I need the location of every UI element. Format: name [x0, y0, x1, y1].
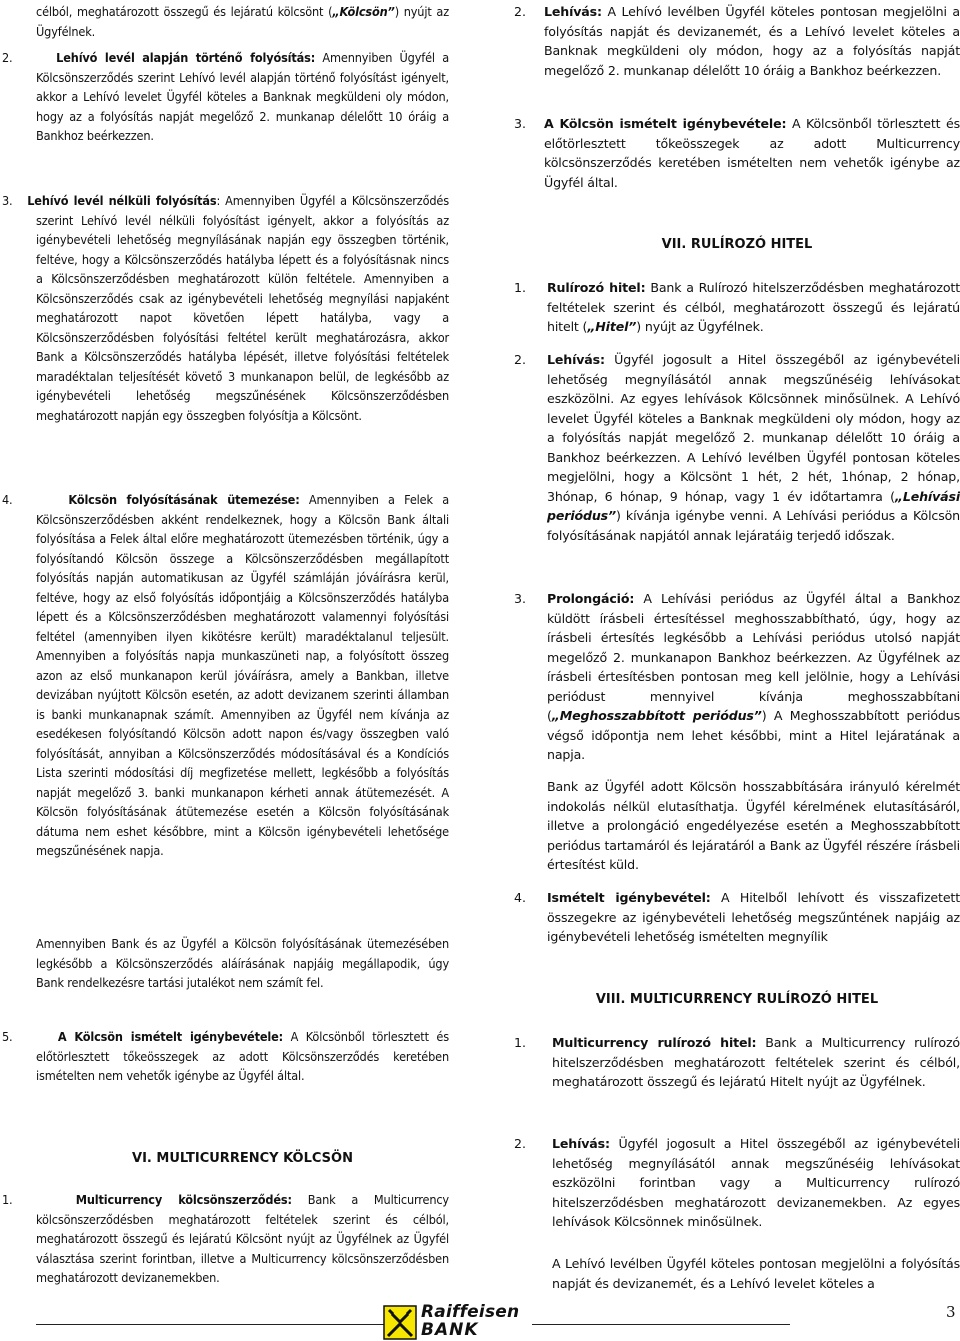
item-body: A Kölcsönből törlesztett és előtörlesztett tőkeösszegek az adott Kölcsönszerződés keretében ismételten nem vehetők igénybe az Ügyfél által. [36, 1029, 449, 1083]
item-number: 2. [514, 352, 527, 367]
item-body: Ügyfél jogosult a Hitel összegéből az igénybevételi lehetőség megnyílásától annak megszűnéséig lehívásokat eszközölni forintban vagy a Multicurrency rulírozó hitelszerződésben meghatározott devizanemekben. Az egyes lehívások Kölcsönnek minősülnek. [552, 1136, 960, 1229]
emphasis-term: „Kölcsön” [332, 4, 395, 19]
item-number: 1. [514, 1035, 527, 1050]
item-title: Lehívás: [547, 352, 605, 367]
item-title: Lehívás: [552, 1136, 610, 1151]
item-title: Lehívás: [544, 4, 602, 19]
item-title: Prolongáció: [547, 591, 635, 606]
paragraph-r2 [544, 2, 960, 80]
logo-wordmark-top: Raiffeisen [421, 1302, 520, 1322]
item-number: 5. [2, 1029, 13, 1044]
item-number: 3. [514, 116, 527, 131]
paragraph-intro [36, 2, 449, 41]
item-body: ) nyújt az Ügyfélnek. [636, 319, 764, 334]
item-number: 2. [514, 1136, 527, 1151]
paragraph-vi-1 [2, 1190, 449, 1288]
item-title: Lehívó levél nélküli folyósítás [27, 193, 217, 208]
paragraph-viii-2b: A Lehívó levélben Ügyfél köteles pontosan megjelölni a folyósítás napját és devizanemét, és a Lehívó levelet köteles a [552, 1256, 960, 1291]
item-number: 3. [2, 193, 13, 208]
paragraph-vii-1 [547, 278, 960, 337]
item-number: 2. [514, 4, 527, 19]
item-title: Kölcsön folyósításának ütemezése: [68, 492, 300, 507]
item-body: Ügyfél jogosult a Hitel összegéből az igénybevételi lehetőség megnyílásától annak megszűnéséig lehívásokat eszközölni. Az egyes lehívások Kölcsönnek minősülnek. A Lehívó levelet Ügyfél köteles a Banknak megküldeni oly módon, hogy az a folyósítás napját megelőző 2. munkanap délelőtt 10 óráig a Bankhoz beérkezzen. A Lehívó levélben Ügyfél pontosan köteles megjelölni, hogy a Kölcsönt 1 hét, 2 hét, 1hónap, 2 hónap, 3hónap, 6 hónap, 9 hónap, vagy 1 év időtartamra ( [547, 352, 960, 504]
page-number: 3 [946, 1303, 956, 1321]
item-title: Rulírozó hitel: [547, 280, 646, 295]
gable-cross-icon [383, 1302, 417, 1340]
item-title: Ismételt igénybevétel: [547, 890, 711, 905]
paragraph-vii-2 [547, 350, 960, 545]
item-body: A Kölcsönből törlesztett és előtörlesztett tőkeösszegek az adott Multicurrency kölcsönszerződés keretében ismételten nem vehetők igénybe az Ügyfél által. [544, 116, 960, 190]
footer-rule-left [36, 1324, 386, 1325]
item-body: Bank a Multicurrency rulírozó hitelszerződésben meghatározott feltételek szerint és célból, meghatározott összegű és lejáratú Hitelt nyújt az Ügyfélnek. [552, 1035, 960, 1089]
emphasis-term: „Hitel” [587, 319, 637, 334]
item-title: A Kölcsön ismételt igénybevétele: [544, 116, 787, 131]
logo-wordmark-bottom: BANK [421, 1320, 479, 1340]
item-number: 4. [2, 492, 13, 507]
paragraph-4b: Amennyiben Bank és az Ügyfél a Kölcsön folyósításának ütemezésében legkésőbb a Kölcsönszerződés aláírásának napjáig megállapodik, úgy Bank rendelkezésre tartási jutalékot nem számít fel. [36, 936, 449, 990]
item-body: Amennyiben a Felek a Kölcsönszerződésben akként rendelkeznek, hogy a Kölcsön Bank általi folyósítása a Felek által előre meghatározott ütemezésben történik, úgy a folyósítandó Kölcsön összege a Kölcsönszerződésben megállapított folyósítás napján automatikusan az Ügyfél számláján jóváírásra kerül, feltéve, hogy az első folyósítás időpontjáig a Kölcsönszerződés hatályba lépett és a Kölcsönszerződésben meghatározott valamennyi folyósítási feltétel (amennyiben ilyen kikötésre került) maradéktalanul teljesült. Amennyiben a folyósítás napja munkaszüneti nap, a folyósított összeg azon az első munkanapon kerül jóváírásra, amely a Bankban, illetve devizában nyújtott Kölcsön esetén, az adott devizanem szerinti államban is banki munkanapnak számít. Amennyiben az Ügyfél nem kívánja az esedékesen folyósítandó Kölcsön adott napon és/vagy összegben való folyósítását, annyiban a Kölcsönszerződés módosításával és a Kondíciós Lista szerinti módosítási díj megfizetése mellett, legkésőbb a folyósítás napját megelőző 3. banki munkanapon kérheti annak átütemezését. A Kölcsön folyósításának átütemezése esetén a Kölcsön folyósításának dátuma nem eshet későbbre, mint a Kölcsön igénybevételi lehetősége megszűnésének napja. [36, 492, 450, 858]
item-number: 2. [2, 50, 13, 65]
section-heading-vii: VII. RULÍROZÓ HITEL [661, 237, 813, 252]
paragraph-5 [2, 1027, 449, 1086]
paragraph-2 [2, 48, 449, 146]
item-body: ) kívánja igénybe venni. A Lehívási periódus a Kölcsön folyósításának napjától annak lejáratáig terjedő időszak. [547, 508, 960, 543]
section-heading-viii: VIII. MULTICURRENCY RULÍROZÓ HITEL [595, 992, 879, 1007]
paragraph-4 [2, 490, 450, 861]
item-body: ) A Meghosszabbított periódus végső időpontja nem lehet későbbi, mint a Hitel lejáratának a napja. [547, 708, 960, 762]
paragraph-viii-1 [552, 1033, 960, 1092]
paragraph-vii-3b: Bank az Ügyfél adott Kölcsön hosszabbítására irányuló kérelmét indokolás nélkül elutasíthatja. Ügyfél kérelmének elutasításáról, illetve a prolongáció engedélyezése esetén a Meghosszabbított periódus tartamáról és lejáratáról a Bank az Ügyfél részére írásbeli értesítést küld. [547, 779, 960, 872]
paragraph-r3 [544, 114, 960, 192]
raiffeisen-bank-logo [383, 1301, 533, 1341]
paragraph-vii-3 [547, 589, 960, 765]
item-title: Multicurrency kölcsönszerződés: [75, 1192, 292, 1207]
text: célból, meghatározott összegű és lejáratú kölcsönt ( [36, 4, 333, 19]
item-number: 1. [2, 1192, 13, 1207]
item-title: A Kölcsön ismételt igénybevétele: [57, 1029, 284, 1044]
item-body: A Hitelből lehívott és visszafizetett összegekre az igénybevételi lehetőség megszűntének napjáig az igénybevételi lehetőség ismételten megnyílik [547, 890, 960, 944]
section-heading-vi: VI. MULTICURRENCY KÖLCSÖN [132, 1151, 353, 1166]
item-body: A Lehívó levélben Ügyfél köteles pontosan megjelölni a folyósítás napját és devizanemét, és a Lehívó levelet köteles a Banknak megküldeni oly módon, hogy az a folyósítás napját megelőző 2. munkanap délelőtt 10 óráig a Bankhoz beérkezzen. [544, 4, 960, 78]
item-body: Bank a Rulírozó hitelszerződésben meghatározott feltételek szerint és célból, meghatározott összegű és lejáratú hitelt ( [547, 280, 960, 334]
paragraph-vii-4 [547, 888, 960, 947]
item-body: Amennyiben Ügyfél a Kölcsönszerződés szerint Lehívó levél alapján történő folyósítást igényelt, akkor a Lehívó levelet Ügyfél köteles a Banknak megküldeni oly módon, hogy az a folyósítás napját megelőző 2. munkanap délelőtt 10 óráig a Bankhoz beérkezzen. [36, 50, 449, 143]
item-body: Bank a Multicurrency kölcsönszerződésben meghatározott feltételek szerint és célból, meghatározott összegű és lejáratú Kölcsönt nyújt az Ügyfélnek az Ügyfél választása szerint forintban, illetve a Multicurrency kölcsönszerződésben meghatározott devizanemekben. [36, 1192, 449, 1285]
item-title: Lehívó levél alapján történő folyósítás: [56, 50, 316, 65]
text: ) nyújt az Ügyfélnek. [36, 4, 449, 39]
emphasis-term: „Meghosszabbított periódus” [551, 708, 762, 723]
item-body: A Lehívási periódus az Ügyfél által a Bankhoz küldött írásbeli értesítéssel meghosszabbítható, úgy, hogy az írásbeli értesítés legkésőbb a Lehívási periódus utolsó napját megelőző 2. munkanapon Bankhoz beérkezzen. Az Ügyfélnek az írásbeli értesítésben pontosan meg kell jelölnie, hogy a Lehívási periódust mennyivel kívánja meghosszabbítani ( [547, 591, 960, 723]
footer-rule-right [532, 1324, 790, 1325]
item-number: 4. [514, 890, 527, 905]
emphasis-term: „Lehívási periódus” [547, 488, 960, 523]
item-title: Multicurrency rulírozó hitel: [552, 1035, 757, 1050]
paragraph-viii-2 [552, 1134, 960, 1232]
item-body: : Amennyiben Ügyfél a Kölcsönszerződés szerint Lehívó levél nélküli folyósítást igényelt, akkor a folyósítás az igénybevételi lehetőség megnyílásának napján egy összegben történik, feltéve, hogy a Kölcsönszerződés hatályba lépett és a folyósításnak nincs a Kölcsönszerződésben meghatározott külön feltétele. Amennyiben a Kölcsönszerződés csak az igénybevételi lehetőség megnyílási napjaként meghatározott napot követően lépett hatályba, vagy a Kölcsönszerződésben folyósítási feltétel került meghatározásra, akkor Bank a Kölcsönszerződés hatályba lépését, illetve folyósítási feltételek maradéktalan teljesítését követő 3 munkanapon belül, de legkésőbb az igénybevételi lehetőség megszűnésének Kölcsönszerződésben meghatározott napján egy összegben folyósítja a Kölcsönt. [36, 193, 449, 423]
item-number: 1. [514, 280, 527, 295]
item-number: 3. [514, 591, 527, 606]
paragraph-3 [2, 191, 449, 425]
